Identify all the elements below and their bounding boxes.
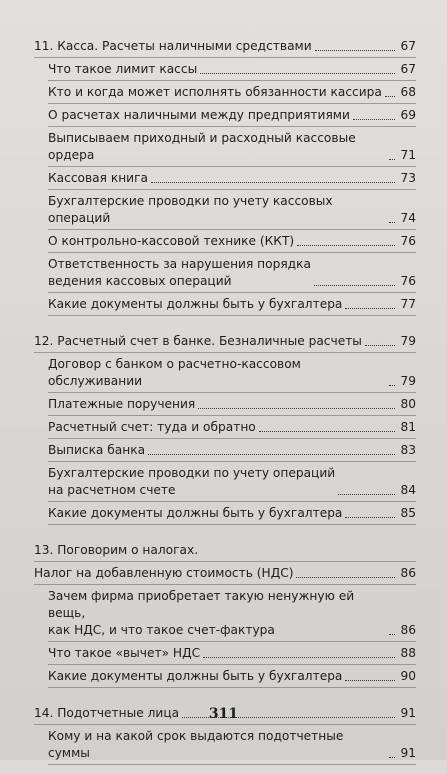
toc-subentry-title: Кассовая книга [48, 171, 148, 185]
separator-line [48, 315, 416, 316]
separator-line [48, 524, 416, 525]
toc-chapter-title: Налог на добавленную стоимость (НДС) [34, 566, 294, 580]
toc-page-number: 67 [400, 62, 416, 76]
toc-subentry-title: Расчетный счет: туда и обратно [48, 420, 256, 434]
separator-line [34, 57, 416, 58]
separator-line [48, 438, 416, 439]
separator-line [48, 501, 416, 502]
toc-page-number: 90 [400, 669, 416, 683]
toc-page-number: 71 [400, 148, 416, 162]
toc-subentry-title: Какие документы должны быть у бухгалтера [48, 297, 343, 311]
section-spacer [34, 319, 416, 325]
dot-leader [338, 493, 395, 495]
toc-page-number: 81 [400, 420, 416, 434]
separator-line [34, 584, 416, 585]
toc-chapter [34, 333, 416, 350]
toc-subentry-title: Какие документы должны быть у бухгалтера [48, 506, 343, 520]
toc-subentry-title: О расчетах наличными между предприятиями [48, 108, 350, 122]
toc-page-number: 73 [400, 171, 416, 185]
toc-subentry [48, 170, 416, 187]
toc-subentry-title [48, 256, 311, 290]
toc-subentry [48, 419, 416, 436]
toc-page-number: 76 [400, 274, 416, 288]
dot-leader [296, 576, 395, 578]
toc-chapter [34, 38, 416, 55]
toc-subentry-title: О контрольно-кассовой технике (ККТ) [48, 234, 295, 248]
toc-page-number: 74 [400, 211, 416, 225]
toc-subentry [48, 233, 416, 250]
toc-page-number: 91 [400, 746, 416, 760]
toc-title-line: на расчетном счете [48, 483, 176, 497]
toc-title-line: ведения кассовых операций [48, 274, 232, 288]
toc-subentry [48, 728, 416, 762]
dot-leader [198, 407, 395, 409]
toc-chapter [34, 565, 416, 582]
dot-leader [259, 430, 395, 432]
section-spacer [34, 768, 416, 774]
toc-page-number: 79 [400, 374, 416, 388]
toc-page-number: 85 [400, 506, 416, 520]
toc-subentry [48, 505, 416, 522]
toc-subentry [48, 256, 416, 290]
toc-subentry-title: Какие документы должны быть у бухгалтера [48, 669, 343, 683]
dot-leader [365, 344, 395, 346]
toc-page-number: 79 [400, 334, 416, 348]
toc-chapter-title: 13. Поговорим о налогах. [34, 543, 199, 557]
toc-subentry-title [48, 588, 386, 639]
toc-page-number: 88 [400, 646, 416, 660]
toc-subentry [48, 588, 416, 639]
toc-subentry-title: Бухгалтерские проводки по учету кассовых операций [48, 194, 333, 225]
dot-leader [385, 95, 395, 97]
toc-page-number: 76 [400, 234, 416, 248]
separator-line [48, 80, 416, 81]
toc-subentry-title: Кто и когда может исполнять обязанности кассира [48, 85, 382, 99]
toc-subentry-title: Что такое «вычет» НДС [48, 646, 201, 660]
toc-chapter-title: 12. Расчетный счет в банке. Безналичные расчеты [34, 334, 362, 348]
dot-leader [389, 158, 395, 160]
dot-leader [389, 221, 395, 223]
dot-leader [203, 656, 395, 658]
section-spacer [34, 691, 416, 697]
toc-subentry [48, 356, 416, 390]
toc-chapter-title: 11. Касса. Расчеты наличными средствами [34, 39, 312, 53]
toc-subentry-title: Выписка банка [48, 443, 146, 457]
dot-leader [148, 453, 395, 455]
toc-page-number: 86 [400, 623, 416, 637]
toc-title-line: Ответственность за нарушения порядка [48, 257, 311, 271]
dot-leader [389, 756, 395, 758]
toc-title-line: как НДС, и что такое счет-фактура [48, 623, 275, 637]
separator-line [48, 166, 416, 167]
toc-page-number: 67 [400, 39, 416, 53]
separator-line [48, 292, 416, 293]
separator-line [48, 189, 416, 190]
separator-line [48, 664, 416, 665]
dot-leader [315, 49, 395, 51]
toc-subentry-title: Что такое лимит кассы [48, 62, 198, 76]
separator-line [34, 561, 416, 562]
toc-subentry [48, 296, 416, 313]
toc-page-number: 83 [400, 443, 416, 457]
dot-leader [353, 118, 395, 120]
toc-subentry-title: Платежные поручения [48, 397, 196, 411]
toc-subentry [48, 193, 416, 227]
separator-line [48, 103, 416, 104]
toc-page-number: 91 [400, 706, 416, 720]
toc-chapter-title: 14. Подотчетные лица [34, 706, 180, 720]
separator-line [48, 126, 416, 127]
toc-page-number: 77 [400, 297, 416, 311]
table-of-contents [34, 38, 416, 774]
separator-line [48, 229, 416, 230]
toc-page-number: 69 [400, 108, 416, 122]
separator-line [48, 764, 416, 765]
toc-title-line: Бухгалтерские проводки по учету операций [48, 466, 336, 480]
toc-subentry [48, 130, 416, 164]
toc-subentry-title: Договор с банком о расчетно-кассовом обслуживании [48, 357, 301, 388]
separator-line [48, 687, 416, 688]
separator-line [48, 252, 416, 253]
toc-subentry-title: Выписываем приходный и расходный кассовые ордера [48, 131, 356, 162]
section-spacer [34, 528, 416, 534]
page-number: 311 [208, 706, 239, 722]
toc-subentry [48, 396, 416, 413]
dot-leader [345, 307, 395, 309]
toc-subentry-title [48, 465, 335, 499]
dot-leader [151, 181, 395, 183]
dot-leader [345, 679, 395, 681]
toc-subentry [48, 107, 416, 124]
dot-leader [297, 244, 395, 246]
toc-subentry [48, 645, 416, 662]
toc-subentry [48, 442, 416, 459]
dot-leader [314, 284, 395, 286]
toc-page-number: 68 [400, 85, 416, 99]
separator-line [48, 641, 416, 642]
toc-page-number: 80 [400, 397, 416, 411]
dot-leader [389, 633, 395, 635]
separator-line [48, 415, 416, 416]
toc-subentry [48, 84, 416, 101]
toc-subentry [48, 61, 416, 78]
dot-leader [200, 72, 395, 74]
toc-subentry-title: Кому и на какой срок выдаются подотчетные суммы [48, 729, 344, 760]
toc-subentry [48, 668, 416, 685]
dot-leader [345, 516, 395, 518]
toc-subentry [48, 465, 416, 499]
toc-title-line: Зачем фирма приобретает такую ненужную ей вещь, [48, 589, 355, 620]
separator-line [48, 392, 416, 393]
toc-page-number: 84 [400, 483, 416, 497]
dot-leader [389, 384, 395, 386]
separator-line [34, 724, 416, 725]
separator-line [48, 461, 416, 462]
separator-line [34, 352, 416, 353]
toc-page-number: 86 [400, 566, 416, 580]
toc-chapter [34, 542, 416, 559]
